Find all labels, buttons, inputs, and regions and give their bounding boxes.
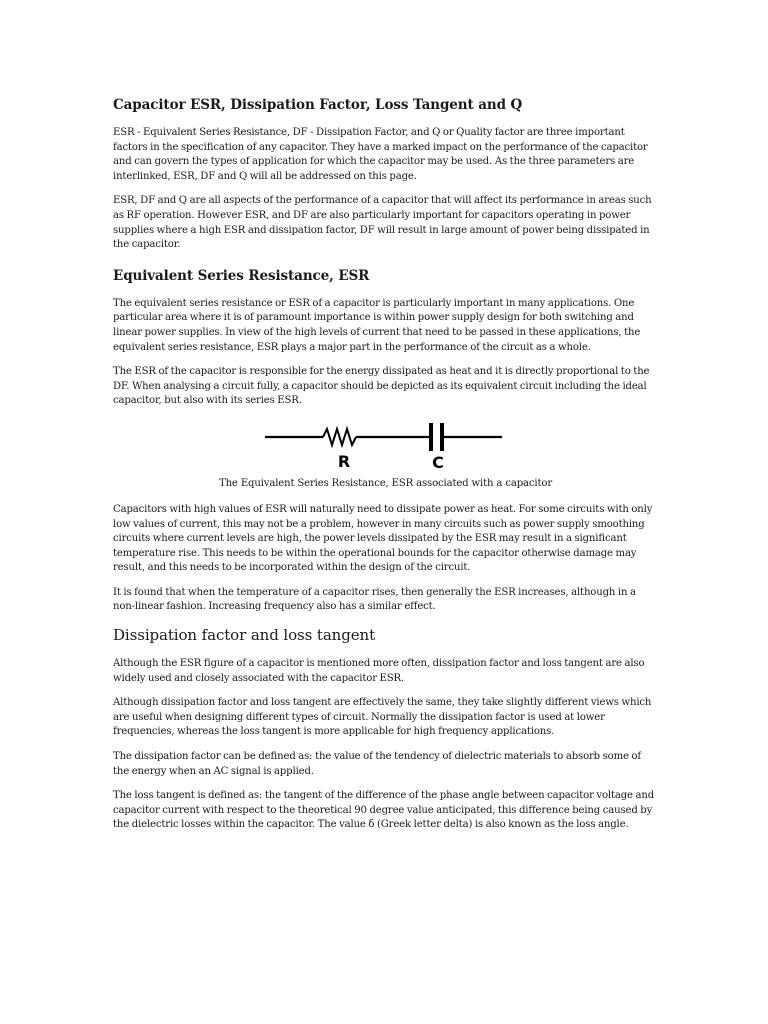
df-paragraph-1: Although the ESR figure of a capacitor is mentioned more often, dissipation factor and loss tangent are also widely used and closely associated with the capacitor ESR. [113, 658, 645, 684]
esr-circuit-figure [113, 423, 658, 471]
esr-paragraph-2: The ESR of the capacitor is responsible for the energy dissipated as heat and it is directly proportional to the DF. When analysing a circuit fully, a capacitor should be depicted as its equivalent circuit including the ideal capacitor, but also with its series ESR. [113, 366, 650, 407]
df-paragraph-4: The loss tangent is defined as: the tangent of the difference of the phase angle between capacitor voltage and capacitor current with respect to the theoretical 90 degree value anticipated, this difference being caused by the dielectric losses within the capacitor. The value δ (Greek letter delta) is also known as the loss angle. [113, 790, 655, 831]
document-page [113, 96, 658, 843]
esr-section-heading: Equivalent Series Resistance, ESR [113, 267, 370, 284]
page-title: Capacitor ESR, Dissipation Factor, Loss Tangent and Q [113, 97, 523, 113]
esr-circuit-diagram [113, 423, 658, 471]
df-paragraph-3: The dissipation factor can be defined as: the value of the tendency of dielectric materials to absorb some of the energy when an AC signal is applied. [113, 751, 642, 777]
resistor-label: R [337, 451, 351, 471]
esr-paragraph-4: It is found that when the temperature of a capacitor rises, then generally the ESR increases, although in a non-linear fashion. Increasing frequency also has a similar effect. [113, 586, 636, 613]
esr-paragraph-3: Capacitors with high values of ESR will naturally need to dissipate power as heat. For some circuits with only low values of current, this may not be a problem, however in many circuits such as power supply smoothing circuits where current levels are high, the power levels dissipated by the ESR may result in a significant temperature rise. This needs to be within the operational bounds for the capacitor otherwise damage may result, and this needs to be incorporated within the design of the circuit. [113, 503, 653, 574]
df-section-heading: Dissipation factor and loss tangent [113, 626, 376, 645]
intro-paragraph-2: ESR, DF and Q are all aspects of the performance of a capacitor that will affect its performance in areas such as RF operation. However ESR, and DF are also particularly important for capacitors operating in power supplies where a high ESR and dissipation factor, DF will result in large amount of power being dissipated in the capacitor. [113, 195, 652, 251]
esr-paragraph-1: The equivalent series resistance or ESR of a capacitor is particularly important in many applications. One particular area where it is of paramount importance is within power supply design for both switching and linear power supplies. In view of the high levels of current that need to be passed in these applications, the equivalent series resistance, ESR plays a major part in the performance of the circuit as a whole. [113, 297, 641, 353]
df-paragraph-2: Although dissipation factor and loss tangent are effectively the same, they take slightly different views which are useful when designing different types of circuit. Normally the dissipation factor is used at lower frequencies, whereas the loss tangent is more applicable for high frequency applications. [113, 697, 652, 738]
resistor-symbol [323, 429, 356, 445]
capacitor-label: C [432, 452, 444, 471]
intro-paragraph-1: ESR - Equivalent Series Resistance, DF - Dissipation Factor, and Q or Quality factor are three important factors in the specification of any capacitor. They have a marked impact on the performance of the capacitor and can govern the types of application for which the capacitor may be used. As the three parameters are interlinked, ESR, DF and Q will all be addressed on this page. [113, 127, 648, 182]
figure-caption: The Equivalent Series Resistance, ESR associated with a capacitor [219, 477, 552, 489]
